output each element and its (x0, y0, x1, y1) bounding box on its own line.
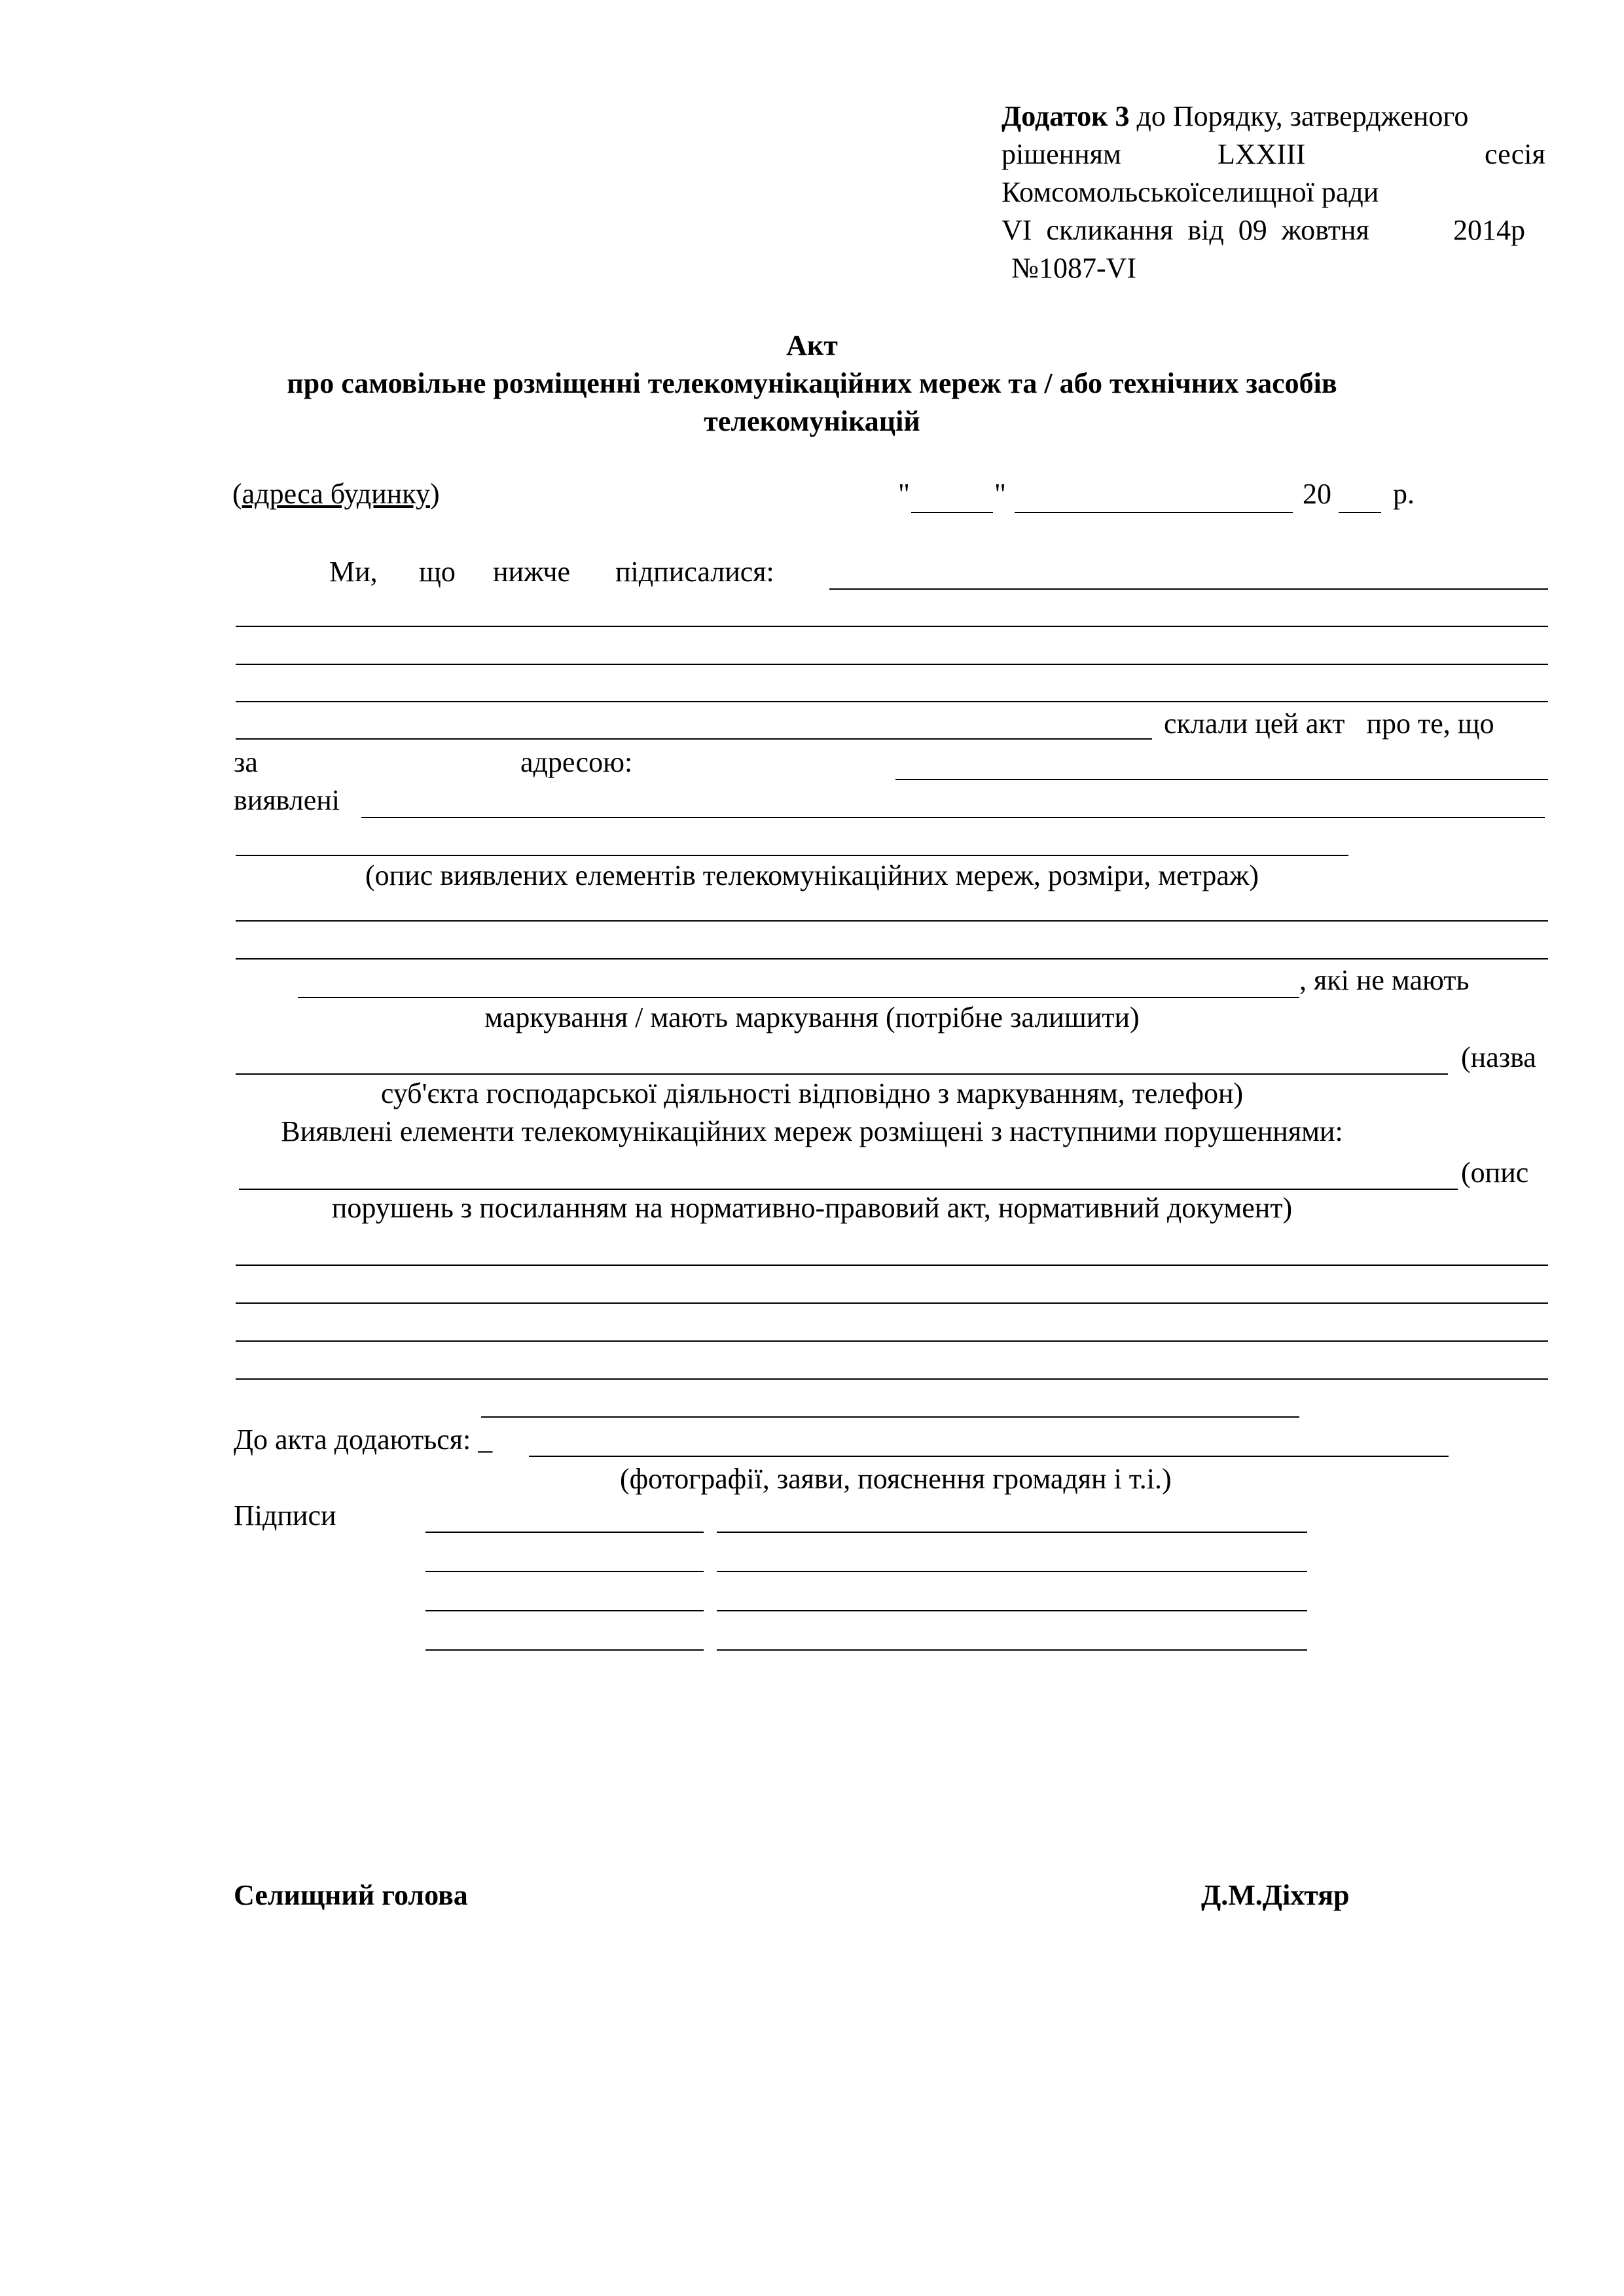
appendix-line-5: №1087-VI (1011, 252, 1137, 284)
appendix-line-4-b: 2014р (1453, 214, 1525, 246)
description-open-text: (опис (1461, 1157, 1529, 1189)
violations-intro: Виявлені елементи телекомунікаційних мереж розміщені з наступними порушеннями: (281, 1115, 1343, 1147)
signed-word-2: що (419, 556, 456, 588)
address-blank (895, 779, 1548, 780)
violations-blank-3 (236, 1340, 1548, 1342)
violations-blank-1 (236, 1265, 1548, 1266)
signed-word-4: підписалися: (615, 556, 774, 588)
signature-name-line (717, 1532, 1307, 1533)
compiled-text: склали цей акт про те, що (1164, 708, 1494, 740)
signature-line (425, 1571, 704, 1572)
date-quote-open: " (898, 478, 910, 510)
name-open-text: (назва (1461, 1041, 1536, 1073)
document-subtitle-line-2: телекомунікацій (704, 405, 920, 437)
address-label: адреса будинку (242, 478, 430, 510)
appendix-line-2-a: рішенням (1001, 138, 1121, 170)
description-blank-2 (236, 958, 1548, 960)
appendix-line-4-a: VI скликання від 09 жовтня (1001, 214, 1369, 246)
head-name: Д.М.Діхтяр (1201, 1879, 1350, 1911)
date-day-blank (911, 512, 993, 513)
date-year-blank (1339, 512, 1381, 513)
entity-caption: суб'єкта господарської діяльності відповідно з маркуванням, телефон) (380, 1077, 1244, 1109)
document-subtitle-line-1: про самовільне розміщенні телекомунікаційних мереж та / або технічних засобів (287, 367, 1337, 399)
date-quote-close: " (994, 478, 1006, 510)
found-blank-1 (361, 817, 1545, 818)
signed-word-3: нижче (493, 556, 571, 588)
violations-blank-2 (236, 1302, 1548, 1304)
date-year-suffix: р. (1393, 478, 1415, 510)
at-word: за (234, 746, 258, 778)
violations-blank-5 (481, 1416, 1299, 1418)
description-blank-1 (236, 920, 1548, 922)
found-blank-2 (236, 855, 1348, 856)
attached-label: До акта додаються: _ (234, 1424, 493, 1456)
appendix-line-2-c: сесія (1485, 138, 1545, 170)
document-title: Акт (786, 329, 838, 361)
found-word: виявлені (234, 784, 340, 816)
signature-name-line (717, 1610, 1307, 1611)
entity-blank (236, 1073, 1448, 1075)
signatories-blank-1 (829, 588, 1548, 590)
signed-word-1: Ми, (329, 556, 378, 588)
appendix-line-1: Додаток 3 до Порядку, затвердженого (1001, 100, 1469, 132)
signatures-label: Підписи (234, 1499, 336, 1532)
date-year-prefix: 20 (1303, 478, 1331, 510)
violations-caption: порушень з посиланням на нормативно-правовий акт, нормативний документ) (331, 1192, 1293, 1224)
date-month-blank (1015, 512, 1293, 513)
attached-caption: (фотографії, заяви, пояснення громадян і т.і.) (620, 1463, 1172, 1495)
description-caption: (опис виявлених елементів телекомунікаційних мереж, розміри, метраж) (365, 859, 1259, 891)
description-blank-3 (298, 997, 1299, 998)
signature-name-line (717, 1571, 1307, 1572)
no-marking-text: , які не мають (1299, 964, 1470, 996)
signatories-blank-5 (236, 738, 1152, 740)
signature-line (425, 1610, 704, 1611)
address-placeholder: (адреса будинку) (232, 478, 440, 510)
signatories-blank-3 (236, 664, 1548, 665)
address-word: адресою: (520, 746, 633, 778)
marking-caption: маркування / мають маркування (потрібне залишити) (484, 1001, 1140, 1033)
signatories-blank-4 (236, 701, 1548, 702)
signature-line (425, 1649, 704, 1651)
attached-blank (529, 1456, 1449, 1457)
appendix-number: Додаток 3 (1001, 100, 1130, 132)
appendix-line-2-b: LXXIII (1218, 138, 1306, 170)
appendix-line-3: Комсомольськоїселищної ради (1001, 176, 1379, 208)
signature-line (425, 1532, 704, 1533)
signatories-blank-2 (236, 626, 1548, 627)
head-position: Селищний голова (234, 1879, 468, 1911)
violations-blank-4 (236, 1378, 1548, 1380)
signature-name-line (717, 1649, 1307, 1651)
